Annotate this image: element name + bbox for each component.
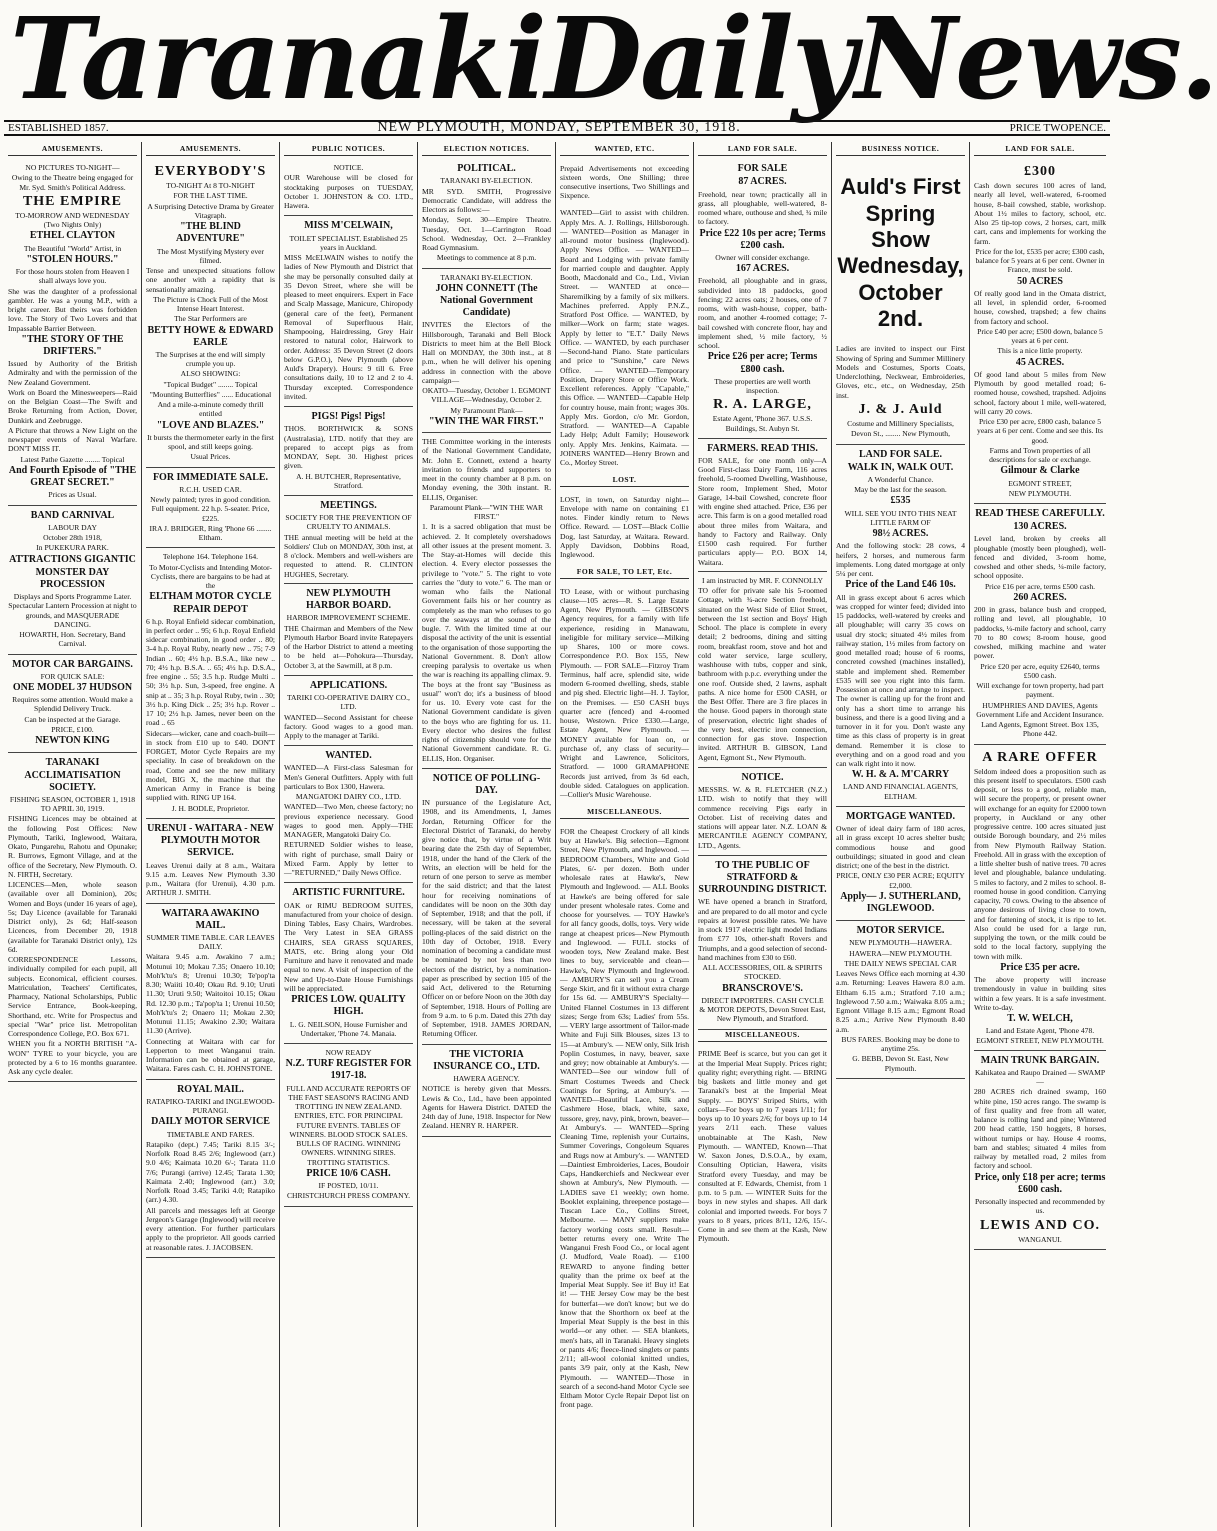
ad-text: DAILY MOTOR SERVICE: [151, 1116, 270, 1128]
ad-text: RETURNED Soldier wishes to lease, with right of purchase, small Dairy or Mixed Farm. Apply by letter to—"RETURNED," Daily News Office.: [284, 840, 413, 878]
ad-text: And the following stock: 28 cows, 4 heifers, 2 horses, and numerous farm implements. Long dated mortgage at only 5¼ per cent.: [836, 541, 965, 579]
meetings: [284, 496, 413, 676]
column-5: [556, 142, 694, 1527]
ad-text: TO-NIGHT At 8 TO-NIGHT: [166, 181, 255, 191]
sale-listings: TO Lease, with or without purchasing clause—105 acres—R. S. Large Estate Agent, New Plymouth. — GIBSON'S Agency requires, for a family with life experience, residing in Manawatu, ineligible for military service—Milking up Shares, 100 or more cows. Correspondence P.O. Box 155, New Plymouth. — FOR SALE—Fitzroy Tram Terminus, half acre, splendid site, wide modern 6-roomed dwelling, sheds, stable and pig shed. Electric light—H. J. Taylor, on the Premises. — £50 CASH buys quarter acre (fenced) and 4-roomed house, Westown. Price £330.—Large, Estate Agent, New Plymouth. — MONEY available for loan on, or purchase of, any class of security—Wright and Lawrence, Solicitors, Stratford. — 1000 GRAMAPHONE Records just arrived, from 3s 6d each, double sided. Catalogues on application.—Collier's Music Warehouse.: [560, 586, 689, 800]
ad-title: JOHN CONNETT (The National Government Candidate): [435, 282, 538, 319]
ad-text: 6 h.p. Royal Enfield sidecar combination, in perfect order .. 95; 6 h.p. Royal Enfield sidecar combination, in good order .. 80; 3-4 h.p. Royal Ruby, nearly new .. 75; 7-9 Indian .. 60; 4½ h.p. B.S.A., like new .. 70; 4½ h.p. B.S.A. .. 65; 4½ h.p. D.S.A., free engine .. 55; 3.5 h.p. Rudge Multi .. 50; 3½ h.p. Sun, 3-speed, free engine. A snip at .. 35; 3 h.p. Royal Ruby, twin .. 30; 3½ h.p. King Dick .. 25; 3½ h.p. Rover .. 17 10; 2½ h.p. James, never been on the road .. 65: [146, 616, 275, 728]
section-heading: WANTED.: [325, 750, 372, 762]
dateline: [4, 120, 1110, 136]
rare-offer-ad: [974, 745, 1106, 1051]
ad-text: WANGANUI.: [1018, 1234, 1062, 1244]
ad-text: INVITES the Electors of the Hillsborough, Taranaki and Bell Block Districts to meet him at the Bell Block Hall on MONDAY, the 30th inst., at 8 p.m., when he will deliver his opening address in connection with the above campaign—: [422, 320, 551, 385]
ad-text: OUR Warehouse will be closed for stocktaking purposes on TUESDAY, October 1. JOHNSTON & CO. LTD., Hawera.: [284, 173, 413, 211]
ad-text: FULL AND ACCURATE REPORTS OF THE FAST SEASON'S RACING AND TROTTING IN NEW ZEALAND. ENTRIES, ETC. FOR PRINCIPAL FUTURE EVENTS. TABLES OF WINNERS. BLOOD STOCK SALES. BULLS OF RACING. WINNING OWNERS. WINNING SIRES. TROTTING STATISTICS.: [286, 1083, 411, 1167]
wanted: [284, 746, 413, 883]
ad-text: Price £35 per acre.: [1000, 961, 1080, 973]
ad-text: 260 ACRES.: [1013, 591, 1067, 603]
ad-text: Monday, Sept. 30—Empire Theatre. Tuesday, Oct. 1—Carrington Road School. Wednesday, Oct. 2—Frankley Road Gymnasium.: [422, 215, 551, 253]
ad-text: HAWERA AGENCY.: [453, 1074, 520, 1084]
ad-text: IF POSTED, 10/11.: [318, 1181, 379, 1191]
ad-text: 1. It is a sacred obligation that must be achieved. 2. It completely overshadows all other issues at the present moment. 3. The Stay-at-Homes will decide this election. 4. Every elector possesses the privilege to "vote." 5. The right to vote carries the "duty to vote." 6. The man or woman who fails the National Government fails his or her country as completely as the man who refuses to go over the seaways at the sound of the bugle. 7. With the limited time at our disposal the activity of the unit is essential to the organisation of those supporting the National Government. 8. Don't allow creeping paralysis to overtake us when the war is reaching its appalling climax. 9. The boys at the front say "Business as usual" won't do; it's a business of blood for us. 10. Every vote cast for the National Government candidate is given to the boys who are fighting for us. 11. Every elector who desires the fullest rights of citizenship should vote for the National Government candidate. R. G. ELLIS, Hon. Organiser.: [422, 522, 551, 763]
ad-text: "LOVE AND BLAZES.": [156, 419, 265, 431]
column-heading: ELECTION NOTICES.: [422, 144, 551, 156]
ad-text: And a mile-a-minute comedy thrill entitled: [157, 400, 264, 419]
ad-text: THE annual meeting will be held at the Soldiers' Club on MONDAY, 30th inst, at 8 o'clock. Members and well-wishers are requested to attend. R. CLINTON HUGHES, Secretary.: [284, 532, 413, 579]
ad-text: Seldom indeed does a proposition such as this present itself to speculators. £500 cash deposit, or less to a good, reliable man, will secure the property, or present owner will exchange for an equity for £2000 town property, in Auckland or any other progressive centre. 100 acres situated just outside Borough boundary, and 2½ miles from New Plymouth Railway Station. Freehold. All in grass with the exception of a little shelter bush of native trees. 70 acres level and ploughable, balance undulating. 5 miles to factory, and 2 miles to school. 8-roomed house in good condition. Carrying capacity, 70 cows. Owing to the absence of anyone desirous of living close to town, and for fattening of stock, it is ripe to let. Also could be used for a large run, supplying the town, or the milk could be sold to the local factory, supplying the town with milk.: [974, 766, 1106, 961]
ad-text: ETHEL CLAYTON: [29, 230, 116, 242]
ad-text: Issued by Authority of the British Admiralty and with the permission of the New Zealand Government.: [8, 359, 137, 387]
ad-text: DIRECT IMPORTERS. CASH CYCLE & MOTOR DEPOTS, Devon Street East, New Plymouth, and Stratford.: [699, 995, 826, 1024]
ad-text: PRICE 10/6 CASH.: [306, 1167, 391, 1179]
ad-text: Owner will consider exchange.: [715, 252, 810, 262]
ad-text: "STOLEN HOURS.": [26, 253, 119, 265]
ad-title: ELTHAM MOTOR CYCLE REPAIR DEPOT: [149, 591, 272, 615]
walk-in-walk-out-ad: [836, 445, 965, 807]
ad-text: HUMPHRIES AND DAVIES, Agents Government Life and Accident Insurance.: [976, 700, 1104, 719]
ad-text: Of good land about 5 miles from New Plymouth by good metalled road; 6-roomed house, cowshed, trapshed. Adjoins school, factory about 1 mile, well-watered, will carry 20 cows.: [974, 369, 1106, 416]
column-heading: LAND FOR SALE.: [974, 144, 1106, 156]
ad-text: 50 ACRES: [1017, 275, 1063, 287]
ad-text: Kahikatea and Raupo Drained — SWAMP —: [974, 1067, 1106, 1087]
misc-listings: PRIME Beef is scarce, but you can get it at the Imperial Meat Supply. Prices right; quality right; everything right. — BRING big baskets and little money and get Taranaki's best at the Imperial Meat Supply. — BOYS' Striped Shirts, with collars—For boys up to 7 years 1/11; for boys up to 10 years 2/6; for boys up to 14 years 2/11 each. These values unobtainable at The Kash, New Plymouth. — WANTED, Known—That W. Saxon Jones, D.S.O.A., by exam, Consulting Optician, Hawera, visits Stratford every Tuesday, and may be consulted at F. Edwards, Chemist, from 1 p.m. to 5 p.m. — WINTER Suits for the boys in new styles and shapes. All dark colonial and imported tweeds. For boys 7 years to 8 years, prices 8/11, 12/6, 15/-. Come in and see them at the Kash, New Plymouth.: [698, 1049, 827, 1244]
ad-title: BAND CARNIVAL: [30, 509, 115, 521]
fletcher-notice: [698, 768, 827, 856]
ad-text: PRICE, £100.: [51, 724, 94, 734]
ad-text: NEWTON KING: [35, 735, 110, 747]
ad-text: 130 ACRES.: [1013, 521, 1067, 533]
lost-listings: LOST, in town, on Saturday night—Envelope with name on containing £1 notes. Finder kindly return to News Office. Reward. — LOST—Black Collie Dog, last Saturday, at Waitara. Reward. Apply Davidson, Dobbins Road, Inglewood.: [560, 494, 689, 560]
ad-text: WANTED—Second Assistant for cheese factory. Good wages to a good man. Apply to the manager at Tariki.: [284, 712, 413, 741]
ad-text: It bursts the thermometer early in the first spool, and still keeps going.: [147, 432, 274, 452]
ad-text: W. H. & A. M'CARRY: [851, 769, 950, 781]
column-heading: WANTED, ETC.: [560, 144, 689, 156]
ad-text: Freehold, all ploughable and in grass, subdivided into 18 paddocks, good fencing; 22 acres oats; 2 houses, one of 7 rooms, with wash-house, copper, bath-room, and another 4-roomed cottage; 7-bail cowshed with concrete floor, hay and implement shed, ½ mile factory, ½ school.: [698, 276, 827, 351]
ad-text: Requires some attention. Would make a Splendid Delivery Truck.: [12, 695, 133, 714]
ad-text: Price £40 per acre; £500 down, balance 5 years at 6 per cent.: [977, 326, 1103, 346]
band-carnival-ad: [8, 506, 137, 655]
ad-text: May be the last for the season.: [854, 485, 947, 495]
ad-text: Costume and Millinery Specialists,: [847, 419, 954, 429]
ad-text: SUMMER TIME TABLE. CAR LEAVES DAILY.: [146, 932, 275, 952]
ad-text: 45 ACRES.: [1015, 356, 1065, 368]
ad-text: EGMONT STREET,: [1008, 478, 1072, 488]
ad-title: WAITARA AWAKINO MAIL.: [161, 907, 260, 931]
ad-text: ALSO SHOWING:: [180, 369, 241, 379]
ad-title: A RARE OFFER: [982, 749, 1098, 765]
ad-text: Farms and Town properties of all descriptions for sale or exchange.: [989, 445, 1091, 465]
ad-text: IN pursuance of the Legislature Act, 1908, and its Amendments, I, James Jordan, Returning Officer for the Electoral District of Taranaki, do hereby give notice that, by virtue of a Writ bearing date the 25th day of September, 1918, under the hand of the Clerk of the Writs, an election will be held for the return of one person to serve as member for the said district; and that the latest hour for receiving nominations of candidates will be noon on the 30th day of September, 1918; and that the poll, if necessary, will be taken at the several polling-places of the said district on the 10th day of October, 1918. Every nomination of becoming a candidate must be nominated by not less than two electors of the district, by a nomination-paper as prescribed by section 105 of the said Act, delivered to the Returning Officer on or before Noon on the 30th day of September, 1918. Hours of Polling are from 9 a.m. to 6 p.m. Dated this 27th day of September, 1918. JAMES JORDAN, Returning Officer.: [422, 798, 551, 1039]
ad-text: Can be inspected at the Garage.: [24, 714, 121, 724]
ad-text: Personally inspected and recommended by us.: [975, 1197, 1105, 1216]
ad-text: Cash down secures 100 acres of land, nearly all level, well-watered, 6-roomed house, 8-bail cowshed, stable, workshop. About 1½ miles to factory, school, etc. Also 25 tip-top cows, 2 horses, cart, milk cart, cans and implements for working the farm.: [974, 181, 1106, 246]
ad-text: CHRISTCHURCH PRESS COMPANY.: [286, 1191, 411, 1201]
ad-text: For those hours stolen from Heaven I shall always love you.: [15, 267, 130, 286]
ad-text: WANTED—A First-class Salesman for Men's General Outfitters. Apply with full particulars to Box 1300, Hawera.: [284, 763, 413, 791]
gilmour-clarke-ad: [974, 159, 1106, 504]
ad-title: THE VICTORIA INSURANCE CO., LTD.: [433, 1048, 540, 1072]
furniture-ad: [284, 883, 413, 1044]
ad-text: The Most Mystifying Mystery ever filmed.: [156, 246, 265, 265]
ad-text: WHEN you fit a NORTH BRITISH "A-WON" TYRE to your bicycle, you are protected by a 6 to 16 months guarantee. Ask any cycle dealer.: [8, 1039, 137, 1077]
section-heading: MISCELLANEOUS.: [560, 807, 689, 819]
ad-text: Work on Board the Minesweepers—Raid on the Belgian Coast—The Swift and Broke Returning from Action, Dover, Dunkirk and Zeebrugge.: [8, 387, 137, 425]
section-heading: FOR SALE, TO LET, Etc.: [560, 567, 689, 579]
ad-text: Owing to the Theatre being engaged for Mr. Syd. Smith's Political Address.: [11, 173, 134, 192]
everybodys-ad: [146, 159, 275, 468]
ad-title: MOTOR SERVICE.: [856, 925, 945, 937]
ad-text: MESSRS. W. & R. FLETCHER (N.Z.) LTD. wish to notify that they will commence receiving Pigs early in October. List of receiving dates and stations will appear later. N.Z. LOAN & MERCANTILE AGENCY COMPANY, LTD., Agents.: [698, 785, 827, 850]
ad-text: IRA J. BRIDGER, Ring 'Phone 66 ........ Eltham.: [149, 523, 272, 543]
large-land-ad: [698, 159, 827, 439]
ad-text: The Picture is Chock Full of the Most Intense Heart Interest.: [153, 294, 268, 314]
ad-text: J. & J. Auld: [858, 401, 943, 417]
ad-text: Ratapiko (dept.) 7.45; Tariki 8.15 3/-; Norfolk Road 8.45 2/6; Inglewood (arr.) 9.0 4/6; Kaimata 10.20 6/-; Tarata 11.0 7/6; Purangi (arrive) 12.45; Tarata 1.30; Kaimata 2.40; Inglewood (arr.) 3.0; Norfolk Road 3.45; Tariki 4.0; Ratapiko (arr.) 4.30.: [146, 1139, 275, 1205]
ad-title: ROYAL MAIL.: [177, 1083, 244, 1095]
ad-text: Prices as Usual.: [48, 490, 97, 500]
ad-text: LEWIS AND CO.: [980, 1217, 1100, 1233]
ad-title: FOR SALE: [737, 163, 788, 175]
ad-text: RATAPIKO-TARIKI and INGLEWOOD-PURANGI.: [146, 1096, 275, 1116]
column-heading: AMUSEMENTS.: [146, 144, 275, 156]
ad-text: LICENCES—Men, whole season (available over all Dominion), 20s; Women and Boys (under 16 years of age), 5s; Day Licence (available for Taranaki District only), 2s 6d; Half-season Licences, from December 20, 1918 (available for Taranaki District only), 12s 6d.: [8, 880, 137, 954]
ad-title: ARTISTIC FURNITURE.: [292, 887, 405, 899]
ad-text: Price £30 per acre, £800 cash, balance 5 years at 6 per cent. Come and see this. Its good.: [977, 417, 1103, 445]
column-7: [832, 142, 970, 1527]
ad-text: A Picture that throws a New Light on the newspaper events of Naval Warfare. DON'T MISS IT.: [8, 425, 137, 454]
ad-title: LAND FOR SALE.: [858, 448, 943, 460]
ad-text: Price of the Land £46 10s.: [845, 579, 956, 591]
syd-smith-notice: [422, 159, 551, 268]
motor-service-ad: [146, 819, 275, 904]
ad-text: Telephone 164. Telephone 164.: [162, 552, 259, 562]
established: ESTABLISHED 1857.: [8, 122, 109, 134]
column-heading: BUSINESS NOTICE.: [836, 144, 965, 156]
ad-text: Waitara 9.45 a.m. Awakino 7 a.m.; Motunui 10; Mokau 7.35; Onaero 10.10; Moh'k'tu's 8; Urenui 10.30; Te'pop'ta 8.30; Waiiti 10.40; Okau Rd. 9.10; Uruti 11.30; Uruti 9.50; Waitoitoi 10.15; Okau Rd. 12.30 p.m.; Ta'pop'ta 1; Urenui 10.50; Moh'k'tu's 2; Onaero 11; Mokau 2.30; Motunui 11.15; Awakino 2.30; Waitara 11.30 (Arrive).: [146, 952, 275, 1036]
toilet-specialist-ad: [284, 216, 413, 407]
ad-text: Apply— J. SUTHERLAND, INGLEWOOD.: [840, 890, 961, 915]
ad-text: 87 ACRES.: [738, 176, 787, 188]
ad-text: Latest Pathe Gazette ........ Topical: [20, 454, 125, 464]
ad-text: BETTY HOWE & EDWARD EARLE: [147, 324, 274, 348]
column-heading: AMUSEMENTS.: [8, 144, 137, 156]
ad-title: Auld's First Spring Show Wednesday, October 2nd.: [837, 174, 964, 332]
ad-text: "THE BLIND ADVENTURE": [176, 221, 245, 245]
masthead-word-1: Taranaki: [10, 0, 545, 125]
ad-text: THE DAILY NEWS SPECIAL CAR: [844, 958, 957, 968]
wanted-listings: WANTED—Girl to assist with children. Apply Mrs. A. J. Rollings, Hillsborough. — WANTED—Position as Manager in all-round motor business (Inglewood). Apply News Office. — WANTED—Board and Lodging with private family for married couple and daughter. Apply Booth, Macdonald and Co., Ltd., Vivian Street. — WANTED at once—Sharemilking by a family of six milkers. Machines preferred. Apply P.N.Z., Stratford Post Office. — WANTED, by milker—Work on farm; state wages. Apply by letter to "E.T." Daily News Office. — WANTED, by each purchaser—Second-hand Piano. State particulars and price to "Sunshine," care News Office. — WANTED—Temporary Position, Drapery Store or Office Work. Excellent references. Apply "Capable," this Office. — WANTED—Capable Help for country house, main front; wages 30s. Apply Mrs. Gordon, c/o Mr. Gordon, Stratford. — WANTED—A Capable Lady Help; Adult Family; Housework only. Apply Mrs. Jenkins, Kaimata. — JOINERS WANTED—Henry Brown and Co., Morley Street.: [560, 208, 689, 468]
victoria-insurance-ad: [422, 1045, 551, 1137]
ad-text: LABOUR DAY: [48, 522, 97, 532]
ad-text: FOR QUICK SALE:: [40, 671, 105, 681]
ad-text: MONSTER DAY PROCESSION: [35, 566, 110, 590]
ad-text: ATTRACTIONS GIGANTIC: [9, 553, 136, 565]
ad-text: All parcels and messages left at George Jergeon's Garage (Inglewood) will receive every attention. For further particulars apply to the proprietor. All goods carried at reasonable rates. J. JACOBSEN.: [146, 1205, 275, 1252]
applications: [284, 676, 413, 746]
ad-text: WE have opened a branch in Stratford, and are prepared to do all motor and cycle repairs at lowest possible rates. We have in stock 1917 electric light model Indians from £77 10s, other-shaft Rovers and Triumphs, and a good selection of second-hand machines from £30 to £60.: [698, 897, 828, 962]
ad-text: WALK IN, WALK OUT.: [847, 461, 954, 473]
polling-day-notice: [422, 769, 551, 1045]
ad-text: WILL SEE YOU INTO THIS NEAT LITTLE FARM OF: [844, 508, 957, 527]
ad-text: BRANSCROVE'S.: [722, 982, 803, 994]
ad-text: 280 ACRES rich drained swamp, 160 white pine, 150 acres rango. The swamp is of first quality and free from all water, balance is rolling land and pine; Wintered 200 head cattle, 150 hoggets, 8 horses, without turnips or hay. House 4 rooms, barn and stables; situated 4 miles from railway by metalled road, 2 miles from factory and school.: [974, 1087, 1106, 1171]
ad-text: In PUKEKURA PARK.: [36, 543, 109, 553]
ad-title: THE EMPIRE: [22, 193, 123, 209]
ad-text: TOILET SPECIALIST. Established 25 years in Auckland.: [289, 233, 408, 252]
pigs-ad: [284, 407, 413, 496]
ad-text: ONE MODEL 37 HUDSON: [12, 682, 133, 694]
column-1: [4, 142, 142, 1527]
turf-register-ad: [284, 1044, 413, 1207]
ad-title: URENUI - WAITARA - NEW PLYMOUTH MOTOR SERVICE.: [147, 822, 274, 859]
column-4: [418, 142, 556, 1527]
ad-text: MR SYD. SMITH, Progressive Democratic Candidate, will address the Electors as follows:—: [422, 186, 551, 215]
immediate-sale-ad: [146, 468, 275, 549]
royal-mail-ad: [146, 1080, 275, 1258]
column-heading: PUBLIC NOTICES.: [284, 144, 413, 156]
ad-text: R. A. LARGE,: [713, 397, 812, 413]
newspaper-columns: [4, 142, 1110, 1527]
rates-note: Prepaid Advertisements not exceeding sixteen words, One Shilling; three consecutive insertions, Two Shillings and Sixpence.: [560, 163, 689, 201]
ad-text: She was the daughter of a professional gambler. He was a young M.P., with a bright career. But theirs was forbidden love. The Story of Two Lovers and that Impassable Barrier Between.: [8, 286, 137, 333]
ad-text: L. G. NEILSON, House Furnisher and Undertaker, 'Phone 74. Manaia.: [289, 1019, 408, 1038]
ad-text: Newly painted; tyres in good condition. Full equipment. 22 h.p. 5-seater. Price, £225.: [150, 495, 271, 523]
ad-title: TARANAKI ACCLIMATISATION SOCIETY.: [24, 757, 121, 793]
column-6: [694, 142, 832, 1527]
aulds-spring-show-ad: [836, 159, 965, 444]
ad-text: Price £16 per acre, terms £500 cash.: [984, 581, 1096, 591]
ad-text: ALL ACCESSORIES, OIL & SPIRITS STOCKED.: [702, 963, 823, 982]
ad-text: 98½ ACRES.: [872, 528, 929, 540]
ad-text: WANTED—Two Men, cheese factory; no previous experience necessary. Good wages to good men. Apply—THE MANAGER, Mangatoki Dairy Co.: [284, 802, 413, 840]
ad-text: PRICE, ONLY £30 PER ACRE; EQUITY £2,000.: [836, 871, 965, 890]
ad-text: Of really good land in the Omata district, all level, in splendid order, 6-roomed house, cowshed, trapshed; a few chains from factory and school.: [974, 288, 1106, 326]
ad-text: Usual Prices.: [190, 452, 231, 462]
ad-text: Level land, broken by creeks all ploughable (mostly been ploughed), well-fenced and divided, 3-room home, cowshed and other sheds, ¼-mile factory, school opposite.: [974, 534, 1106, 581]
ad-text: T. W. WELCH,: [1007, 1013, 1073, 1025]
ad-text: MISS McELWAIN wishes to notify the ladies of New Plymouth and District that she may be personally consulted daily at 35 Devon Street, where she will be pleased to meet enquirers. Expert in Face and Scalp Massage, Manicure, Chiropody (general care of the feet), Permanent Removal of Superfluous Hair, Shampooing, Hairdressing, Grey Hair restored to natural color, Hairwork to order. Address: 35 Devon Street (2 doors below G.P.O.), New Plymouth (above Auld's Drapery). Hours: 9 till 6. Free consultations daily, 10 to 12 and 2 to 4. Thursday excepted. Correspondence invited.: [284, 253, 413, 401]
ad-text: TIMETABLE AND FARES.: [166, 1129, 255, 1139]
ad-text: Land and Estate Agent, 'Phone 478. EGMONT STREET, NEW PLYMOUTH.: [976, 1026, 1104, 1045]
ad-text: PRICES LOW. QUALITY HIGH.: [291, 994, 406, 1018]
price: PRICE TWOPENCE.: [1009, 122, 1106, 134]
ad-text: FOR SALE, for one month only—A Good First-class Dairy Farm, 116 acres freehold, 5-roomed Dwelling, Washhouse, Store room, Implement Shed, Motor Garage, 14-bail Cowshed, concrete floor with engine shed attached. Price, £36 per acre. This farm is on a good metalled road about three miles from Waitara, and handy to Factory and Railway. Only £1500 cash required. For further particulars apply— P.O. BOX 14, Waitara.: [698, 455, 827, 567]
masthead-word-2: Daily: [544, 0, 855, 125]
ad-text: "Mounting Butterflies" ...... Educational: [149, 389, 272, 399]
column-8: [970, 142, 1110, 1527]
ad-title: READ THESE CAREFULLY.: [975, 508, 1105, 520]
humphries-davies-ad: [974, 504, 1106, 745]
ad-title: PIGS! Pigs! Pigs!: [311, 411, 386, 423]
ad-text: Price £20 per acre, equity £2640, terms £500 cash.: [980, 661, 1100, 680]
ad-text: And Fourth Episode of "THE GREAT SECRET.": [8, 464, 137, 489]
ad-text: Ladies are invited to inspect our First Showing of Spring and Summer Millinery Models and Costumes, Sports Coats, Underclothing, Neckwear, Embroideries, Gloves, etc., etc., on Wednesday, 25th inst.: [836, 344, 965, 400]
ad-title: TO THE PUBLIC OF STRATFORD & SURROUNDING DISTRICT.: [698, 859, 827, 896]
section-heading: APPLICATIONS.: [309, 679, 388, 691]
ad-text: These properties are well worth inspection.: [714, 376, 811, 395]
farmers-ad: [698, 439, 827, 768]
ad-title: NOTICE OF POLLING-DAY.: [432, 772, 541, 797]
ad-text: MANGATOKI DAIRY CO., LTD.: [295, 792, 402, 802]
ad-text: My Paramount Plank—: [450, 405, 523, 415]
empire-ad: [8, 159, 137, 505]
connett-notice: [422, 269, 551, 769]
ad-text: The Beautiful "World" Artist, in: [23, 243, 122, 253]
ad-text: J. H. BODLE, Proprietor.: [171, 803, 250, 813]
mortgage-ad: [836, 807, 965, 921]
motor-car-ad: [8, 655, 137, 754]
ad-title: POLITICAL.: [457, 163, 516, 175]
ad-text: All in grass except about 6 acres which was cropped for winter feed; divided into 15 paddocks, well-watered by creeks and all ploughable; will carry 35 cows on usual dry stock; situated 4½ miles from railway station, 1½ miles from factory on good metalled road; house of 6 rooms, concreted cowshed (machines installed), stable and implement shed. Remember £535 will see you right into this farm. Possession at once and arrange to inspect. The owner is calling up for the front and only has a short time to arrange his business, and there is a good living and a turnover in it for you. Don't waste any time as this class of property is in great demand. Remember it is close to everything and on a good road and you can walk right into it now.: [836, 592, 965, 768]
ad-text: THE Chairman and Members of the New Plymouth Harbor Board invite Ratepayers of the Harbor District to attend a meeting to be held at—Pohokura—Thursday, October 3, at the Sawmill, at 8 p.m.: [284, 623, 413, 670]
ad-text: Meetings to commence at 8 p.m.: [436, 253, 537, 263]
ad-text: TARANAKI BY-ELECTION.: [440, 176, 533, 186]
ad-text: A. H. BUTCHER, Representative, Stratford.: [296, 471, 401, 490]
misc-listings: FOR the Cheapest Crockery of all kinds buy at Hawke's. Big selection—Egmont Street, New Plymouth, and Inglewood. — BEDROOM Chambers, White and Gold Plates, 6/- per dozen. Both under wholesale rates at Hawke's, New Plymouth and Inglewood. — ALL Books at Hawke's are being offered for sale under present wholesale rates. Come and choose for yourselves. — TOY Hawke's for all fancy goods, dolls, toys. Very wide range at cheapest prices—New Plymouth and Inglewood. — FULL stocks of wooden toys, New Zealand make. Best lines to buy, serviceable and clean—Hawke's, New Plymouth and Inglewood. — AMBURY'S can sell you a Cream Serge Skirt, and fit it without extra charge for 15s 6d. — AMBURY'S Specialty—United Flannel Costumes in 13 different sizes; Serge from 63s; Ladies' from 55s. — VERY large assortment of Tailor-made White and Fuji Silk Blouses, sizes 13 to 15—at Ambury's. — NEW only, Silk Irish Poplin Costumes, in navy, beaver, saxe and grey; now obtainable at Ambury's. — WANTED—See our window full of Smart Costumes Tweeds and Check Coatings for Spring, at Ambury's. — WANTED—Beautiful Lace, Silk and Cashmere Hose, black, white, saxe, tussore, grey, navy, pink, brown, beaver—At Ambury's. — WANTED—Spring Cleaning Time, replenish your Curtains, Summer Coverings, Congoleum Squares and Rugs now at Ambury's. — WANTED—Daintiest Embroideries, Laces, Boudoir Caps, Handkerchiefs and Neckwear ever shown at Ambury's, New Plymouth. — LADIES save £1 weekly; own home. Booklet explaining, threepence postage—Tuscan Lace Co., Collins Street, Melbourne. — MANY suppliers make factory working costs small. Result—better returns every one. Write The Wanganui Fresh Food Co., or local agent (J. Mudford, Veale Road). — £100 REWARD to anyone finding better quality than the prime ox beef at the Imperial Meat Supply. See it! Buy it! Eat it! — THE Jersey Cow may be the best for butterfat—we don't know; but we do know that the Shorthorn ox beef at the Imperial Meat Supply is the best in this world—or any other. — SEA blankets, men's hats, all in Taranaki. Heavy singlets or pants 4/6; fleece-lined singlets or pants 2/11; all-wool colonial knitted undies, pants 3/9 pair, only at the Kash, New Plymouth. — WANTED—Those in search of a second-hand Motor Cycle see Eltham Motor Cycle Repair Depot list on front page.: [560, 826, 689, 1410]
ad-text: Price £22 10s per acre; Terms £200 cash.: [699, 227, 826, 251]
ad-text: 167 ACRES.: [735, 263, 790, 275]
ad-text: The Star Performers are: [174, 314, 247, 324]
ad-title: NEW PLYMOUTH HARBOR BOARD.: [305, 587, 391, 612]
ad-text: OAK or RIMU BEDROOM SUITES, manufactured from your choice of design. Dining Tables, Easy Chairs, Wardrobes. The Very Latest in SEA GRASS CHAIRS, SEA GRASS SQUARES, MATS, etc. Bring along your Old Furniture and have it renovated and made equal to new. A visit of inspection of the New and Up-to-Date House Furnishings will be appreciated.: [284, 900, 413, 993]
section-heading: MISCELLANEOUS.: [698, 1030, 827, 1042]
column-2: [142, 142, 280, 1527]
ad-title: NOTICE.: [333, 163, 364, 173]
section-heading: MEETINGS.: [320, 500, 377, 512]
ad-text: Estate Agent, 'Phone 367. U.S.S. Buildings, St. Aubyn St.: [712, 414, 813, 433]
ad-text: R.C.H. USED CAR.: [179, 484, 242, 494]
ad-text: Price for the lot, £535 per acre; £300 cash, balance for 5 years at 6 per cent. Owner in France, must be sold.: [975, 246, 1105, 275]
ad-text: G. BEBB, Devon St. East, New Plymouth.: [852, 1054, 949, 1073]
ad-text: "THE STORY OF THE DRIFTERS.": [21, 333, 124, 358]
ad-text: Freehold, near town; practically all in grass, all ploughable, well-watered, 8-roomed whare, outhouse and shed, ¾ mile to factory.: [698, 189, 827, 227]
ad-title: NOTICE.: [741, 771, 784, 783]
ad-title: N.Z. TURF REGISTER FOR 1917-18.: [285, 1058, 412, 1082]
ad-text: "WIN THE WAR FIRST.": [428, 415, 545, 427]
ad-text: FISHING SEASON, OCTOBER 1, 1918 TO APRIL 30, 1919.: [9, 794, 136, 814]
ad-text: FOR THE LAST TIME.: [173, 191, 248, 201]
ad-text: A Wonderful Chance.: [867, 474, 934, 484]
ad-title: MISS M'CELWAIN,: [304, 220, 393, 232]
ad-text: SOCIETY FOR THE PREVENTION OF CRUELTY TO ANIMALS.: [285, 513, 412, 532]
ad-text: NEW PLYMOUTH—HAWERA.: [849, 938, 952, 948]
ad-text: This is a nice little property.: [997, 346, 1083, 356]
ad-text: FISHING Licences may be obtained at the following Post Offices: New Plymouth, Tariki, Inglewood, Waitara, Okato, Pungarehu, Rahotu and Opunake; R. Burrows, Egmont Village, and at the office of the Secretary, New Plymouth. O. N. FIRTH, Secretary.: [8, 814, 137, 879]
ad-title: FOR IMMEDIATE SALE.: [152, 471, 269, 483]
ad-text: Land Agents, Egmont Street. Box 135, Phone 442.: [981, 720, 1099, 739]
ad-text: TARIKI CO-OPERATIVE DAIRY CO., LTD.: [287, 693, 410, 712]
acclimatisation-ad: [8, 753, 137, 1082]
ad-text: HAWERA—NEW PLYMOUTH.: [849, 948, 952, 958]
ad-text: I am instructed by MR. F. CONNOLLY: [702, 575, 823, 585]
ad-title: MOTOR CAR BARGAINS.: [12, 658, 133, 670]
ad-text: 200 in grass, balance bush and cropped, rolling and level, all ploughable, 10 paddocks, ¼-mile factory and school, carry 70 to 80 cows; 8-room house, good cowshed, milking machine and water power.: [974, 605, 1106, 661]
ad-text: Gilmour & Clarke: [1000, 465, 1080, 477]
ad-text: THE Committee working in the interests of the National Government Candidate, Mr. John E. Connett, extend a hearty invitation to friends and supporters to meet in the county chamber at 8 p.m. on Monday evening, the 30th instant. R. ELLIS, Organiser.: [422, 437, 551, 502]
branscroves-ad: [698, 856, 827, 1030]
ad-text: Connecting at Waitara with car for Lepperton to meet Wanganui train. Information can be obtained at garage, Waitara. Fares cash. C. H. JOHNSTONE.: [146, 1036, 275, 1074]
masthead-word-3: News.: [854, 0, 1217, 125]
ad-text: Tense and unexpected situations follow one another with a rapidity that is sensationally amazing.: [146, 266, 275, 294]
ad-text: Leaves News Office each morning at 4.30 a.m. Returning: Leaves Hawera 8.0 a.m. Eltham 6.15 a.m.; Stratford 7.10 a.m.; Inglewood 7.50 a.m.; Waiwaka 8.05 a.m.; Egmont Village 8.15 a.m.; Egmont Road 8.25 a.m.; Arrive New Plymouth 8.40 a.m.: [836, 969, 965, 1034]
motor-cycle-depot-ad: [146, 548, 275, 819]
ad-text: NO PICTURES TO-NIGHT—: [25, 163, 120, 173]
section-heading: LOST.: [560, 475, 689, 487]
ad-text: "Topical Budget" ........ Topical: [163, 379, 258, 389]
motor-service-ad: [836, 921, 965, 1079]
ad-text: Displays and Sports Programme Later. Spectacular Lantern Procession at night to grounds, and MASQUERADE DANCING.: [8, 592, 137, 629]
ad-text: The above property will increase tremendously in value in building sites within a few years. It is a safe investment. Write to-day.: [974, 975, 1106, 1012]
ad-text: HOWARTH, Hon. Secretary, Band Carnival.: [19, 630, 126, 649]
ad-text: Devon St., ........ New Plymouth,: [851, 429, 950, 439]
ad-text: Sidecars—wicker, cane and coach-built—in stock from £10 up to £40. DON'T FORGET, Motor Cycle Repairs are my speciality. In case of breakdown on the road, Come and see the new military model, BIG X, the machine that the American Army in France is being supplied with. RING UP 164.: [146, 728, 275, 803]
main-trunk-ad: [974, 1051, 1106, 1250]
ad-title: EVERYBODY'S: [154, 164, 267, 180]
ad-text: Paramount Plank—"WIN THE WAR FIRST.": [429, 502, 544, 522]
ad-title: £300: [1024, 164, 1056, 180]
column-3: [280, 142, 418, 1527]
ad-text: TO offer for private sale his 5-roomed Cottage, with ¾-acre Section freehold, situated on the West Side of Eliot Street, between the 1st section and Boys' High School. The place is complete in every detail; 2 bedrooms, dining and sitting room, breakfast room, stove and hot and cold water service, large scullery, washhouse with tubs, copper and sink, bathroom with p.p.c. everything under the one roof. Outside shed, 2 lawns, asphalt paths. A nice home for £500 CASH, or the Best Offer. There are 3 fire places in the house. Good papers in thorough state of preservation, electric light shades of the very best, electric iron connection, connection for gas stove. Inspection invited. ARTHUR B. GIBSON, Land Agent, Egmont St., New Plymouth.: [698, 586, 827, 762]
column-heading: LAND FOR SALE.: [698, 144, 827, 156]
ad-text: BUS FARES. Booking may be done to anytime 25s.: [841, 1034, 960, 1054]
masthead: [10, 0, 1217, 125]
ad-text: To Motor-Cyclists and Intending Motor-Cyclists, there are bargains to be had at the: [149, 562, 272, 591]
ad-title: MORTGAGE WANTED.: [846, 810, 955, 822]
ad-title: MAIN TRUNK BARGAIN.: [980, 1054, 1100, 1066]
ad-text: LAND AND FINANCIAL AGENTS, ELTHAM.: [843, 782, 958, 801]
ad-text: A Surprising Detective Drama by Greater Vitagraph.: [147, 201, 274, 220]
ad-text: NEW PLYMOUTH.: [1008, 488, 1072, 498]
ad-text: £535: [890, 495, 911, 507]
awakino-mail-ad: [146, 904, 275, 1080]
ad-text: Price £26 per acre; Terms £800 cash.: [707, 351, 818, 375]
place-date: NEW PLYMOUTH, MONDAY, SEPTEMBER 30, 1918.: [377, 120, 741, 135]
ad-text: Owner of ideal dairy farm of 180 acres, all in grass except 10 acres shelter bush; commodious house and good outbuildings; situated in good and clean district; one of the best in the district.: [836, 824, 965, 871]
ad-title: FARMERS. READ THIS.: [707, 442, 818, 454]
ad-text: HARBOR IMPROVEMENT SCHEME.: [286, 613, 411, 623]
ad-text: Price, only £18 per acre; terms £600 cash.: [974, 1171, 1106, 1195]
ad-text: CORRESPONDENCE Lessons, individually compiled for each pupil, all subjects. Economical, efficient courses. Matriculation, Teachers' Certificates, Pharmacy, National Scholarships, Public Service Entrance, Book-keeping, Shorthand, etc. Write for Prospectus and special "War" price list. Metropolitan Correspondence College, P.O. Box 671.: [8, 955, 137, 1039]
ad-text: Will exchange for town property, had part payment.: [976, 681, 1104, 700]
ad-text: The Surprises at the end will simply crumple you up.: [155, 349, 266, 369]
ad-text: OKATO—Tuesday, October 1. EGMONT VILLAGE—Wednesday, October 2.: [422, 386, 551, 405]
ad-text: TARANAKI BY-ELECTION.: [440, 272, 533, 282]
ad-text: NOW READY: [325, 1048, 372, 1058]
ad-text: Leaves Urenui daily at 8 a.m., Waitara 9.15 a.m. Leaves New Plymouth 3.30 p.m., Waitara (for Urenui), 4.30 p.m. ARTHUR J. SMITH.: [146, 860, 275, 898]
ad-text: NOTICE is hereby given that Messrs. Lewis & Co., Ltd., have been appointed Agents for Hawera District. DATED the 24th day of June, 1918. Inspector for New Zealand. HENRY R. HARPER.: [422, 1084, 551, 1131]
ad-text: TO-MORROW AND WEDNESDAY (Two Nights Only): [15, 210, 130, 230]
ad-text: October 28th 1918,: [43, 533, 102, 543]
warehouse-notice: [284, 159, 413, 216]
ad-text: THOS. BORTHWICK & SONS (Australasia), LTD. notify that they are prepared to accept pigs as from MONDAY, Sept. 30. Highest prices given.: [284, 424, 413, 471]
